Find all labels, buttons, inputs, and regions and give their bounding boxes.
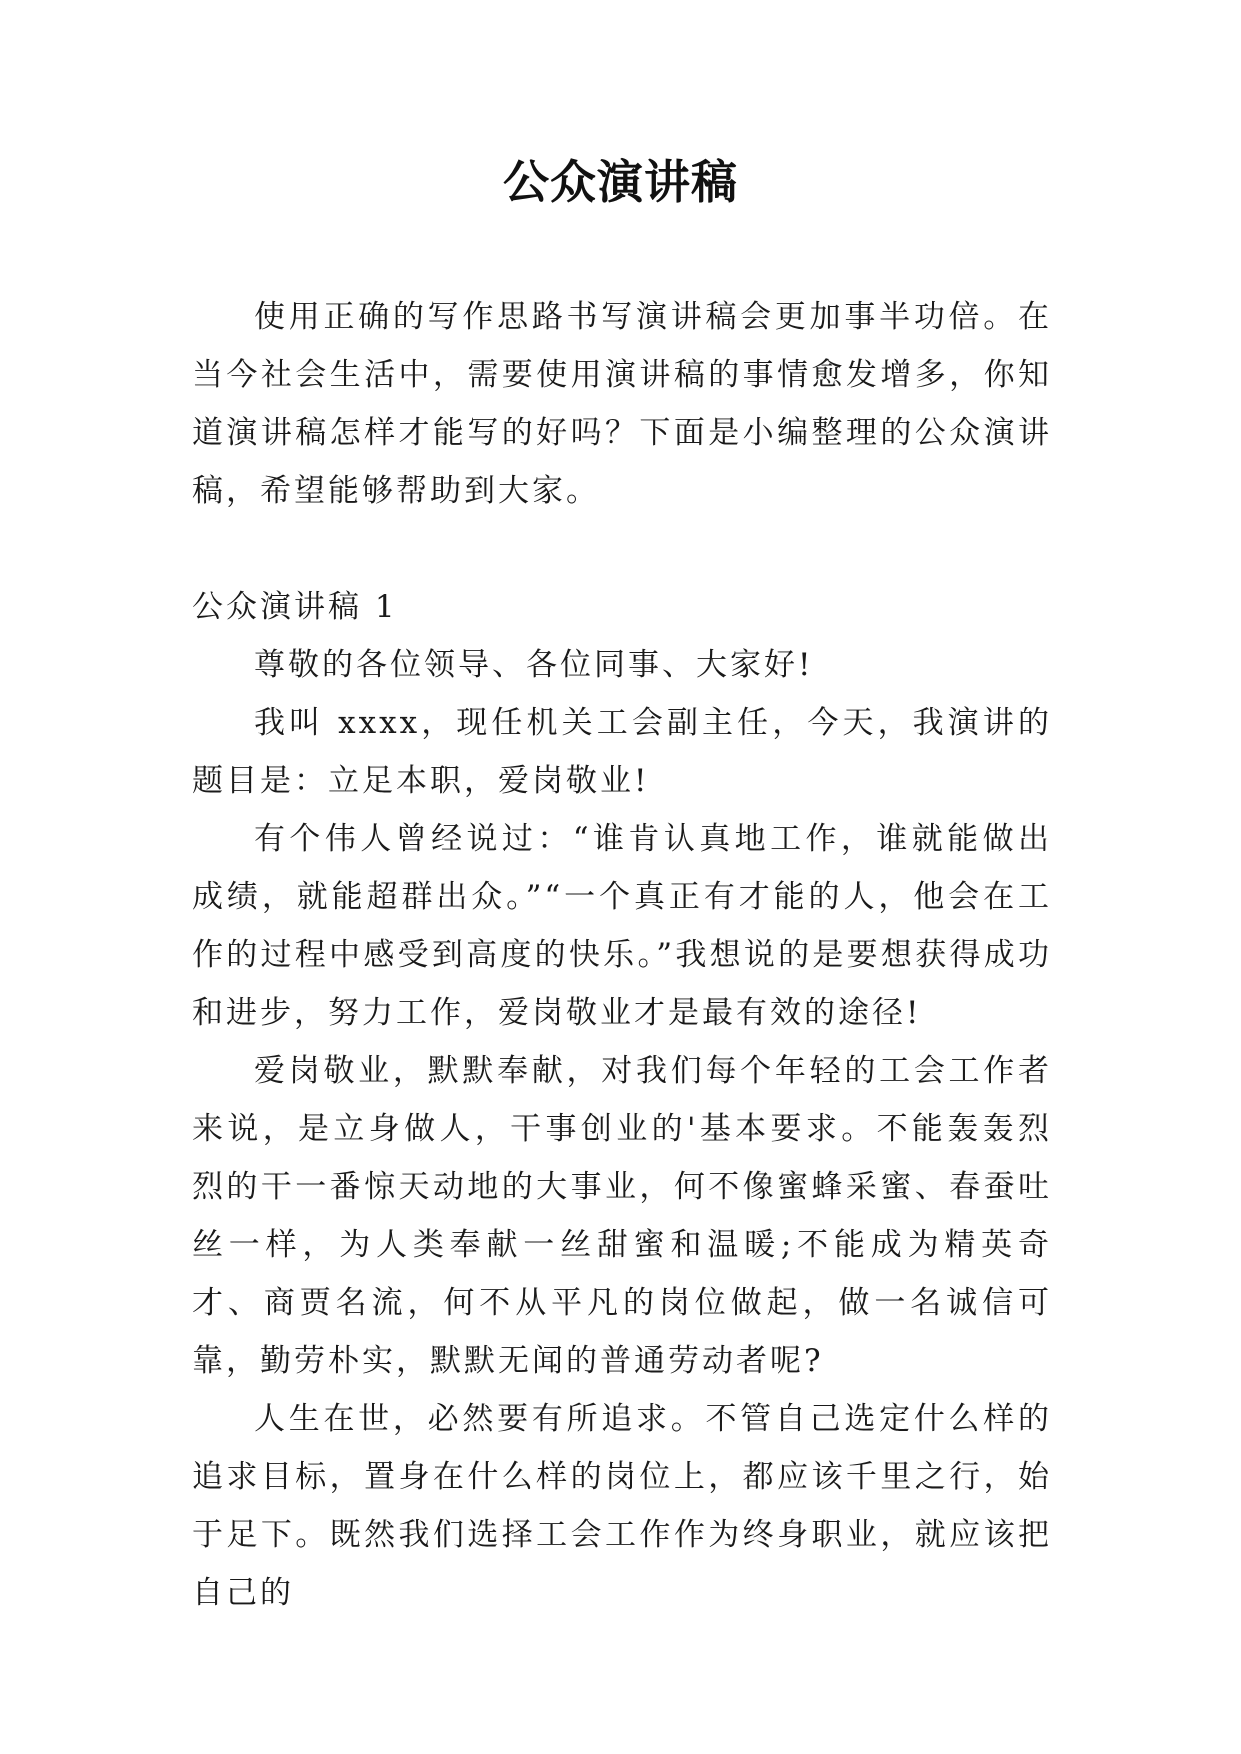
body-paragraph: 爱岗敬业，默默奉献，对我们每个年轻的工会工作者来说，是立身做人，干事创业的'基本要求。不能轰轰烈烈的干一番惊天动地的大事业，何不像蜜蜂采蜜、春蚕吐丝一样，为人类奉献一丝甜蜜和温暖;不能成为精英奇才、商贾名流，何不从平凡的岗位做起，做一名诚信可靠，勤劳朴实，默默无闻的普通劳动者呢?: [192, 1053, 1052, 1379]
document-body: [192, 288, 1052, 1622]
document-title: 公众演讲稿: [503, 155, 738, 209]
body-paragraph: 有个伟人曾经说过：“谁肯认真地工作，谁就能做出成绩，就能超群出众。”“一个真正有才能的人，他会在工作的过程中感受到高度的快乐。”我想说的是要想获得成功和进步，努力工作，爱岗敬业才是最有效的途径!: [192, 821, 1052, 1031]
body-paragraph: 我叫 xxxx，现任机关工会副主任，今天，我演讲的题目是：立足本职，爱岗敬业!: [192, 705, 1052, 799]
body-paragraph: 尊敬的各位领导、各位同事、大家好!: [254, 647, 814, 683]
intro-paragraph: 使用正确的写作思路书写演讲稿会更加事半功倍。在当今社会生活中，需要使用演讲稿的事情愈发增多，你知道演讲稿怎样才能写的好吗？下面是小编整理的公众演讲稿，希望能够帮助到大家。: [192, 299, 1052, 509]
section-heading: 公众演讲稿 1: [192, 589, 398, 625]
body-paragraph: 人生在世，必然要有所追求。不管自己选定什么样的追求目标，置身在什么样的岗位上，都应该千里之行，始于足下。既然我们选择工会工作作为终身职业，就应该把自己的: [192, 1401, 1052, 1611]
